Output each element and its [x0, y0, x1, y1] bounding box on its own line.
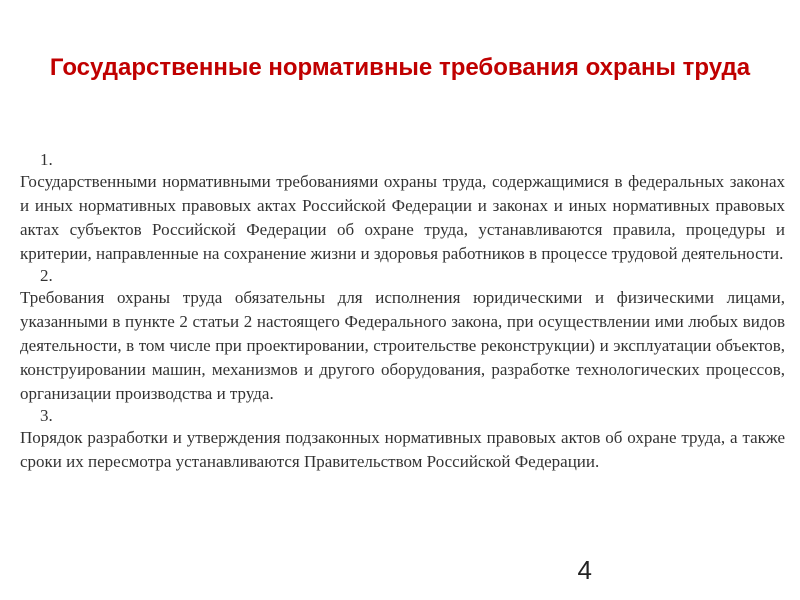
item-text: Государственными нормативными требованиями охраны труда, содержащимися в федеральных законах и иных нормативных правовых актах Российской Федерации и законах и иных нормативных правовых актах субъектов Российской Федерации об охране труда, устанавливаются правила, процедуры и критерии, направленные на сохранение жизни и здоровья работников в процессе трудовой деятельности. [20, 172, 785, 263]
slide-content [20, 150, 785, 474]
item-number: 1. [40, 150, 53, 169]
item-number: 3. [40, 406, 53, 425]
item-text: Порядок разработки и утверждения подзаконных нормативных правовых актов об охране труда, а также сроки их пересмотра устанавливаются Правительством Российской Федерации. [20, 428, 785, 471]
list-item [20, 150, 785, 266]
list-item [20, 266, 785, 406]
list-item [20, 406, 785, 474]
page-number: 4 [577, 555, 592, 585]
slide-title: Государственные нормативные требования охраны труда [49, 54, 751, 81]
item-text: Требования охраны труда обязательны для исполнения юридическими и физическими лицами, указанными в пункте 2 статьи 2 настоящего Федерального закона, при осуществлении ими любых видов деятельности, в том числе при проектировании, строительстве реконструкции) и эксплуатации объектов, конструировании машин, механизмов и другого оборудования, разработке технологических процессов, организации производства и труда. [20, 288, 785, 403]
item-number: 2. [40, 266, 53, 285]
